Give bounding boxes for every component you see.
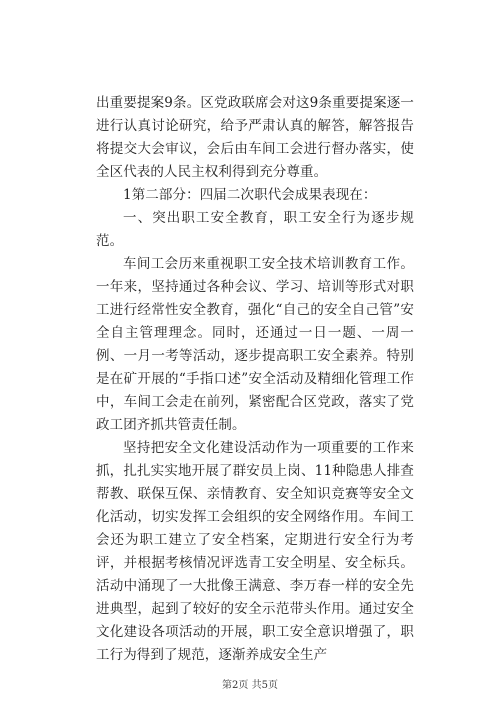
page-number-footer: 第2页 共5页 <box>222 680 278 691</box>
section-heading-part-two: 1第二部分：四届二次职代会成果表现在： <box>123 187 377 203</box>
paragraph-safety-culture: 坚持把安全文化建设活动作为一项重要的工作来抓，扎扎实实地开展了群安员上岗、11种隐患人排查帮教、联保互保、亲情教育、安全知识竞赛等安全文化活动，切实发挥工会组织的安全网络作用。车间工会还为职工建立了安全档案，定期进行安全行为考评，并根据考核情况评选青工安全明星、安全标兵。活动中涌现了一大批像王满意、李万春一样的安全先进典型，起到了较好的安全示范带头作用。通过安全文化建设各项活动的开展，职工安全意识增强了，职工行为得到了规范，逐渐养成安全生产 <box>96 440 414 663</box>
document-body <box>96 92 414 667</box>
paragraph-safety-training: 车间工会历来重视职工安全技术培训教育工作。一年来，坚持通过各种会议、学习、培训等形式对职工进行经常性安全教育，强化“自己的安全自己管”安全自主管理理念。同时，还通过一日一题、一周一例、一月一考等活动，逐步提高职工安全素养。特别是在矿开展的“手指口述”安全活动及精细化管理工作中，车间工会走在前列，紧密配合区党政，落实了党政工团齐抓共管责任制。 <box>96 256 414 433</box>
subheading-safety-education: 一、突出职工安全教育，职工安全行为逐步规范。 <box>96 210 414 249</box>
paragraph-proposal-continuation: 出重要提案9条。区党政联席会对这9条重要提案逐一进行认真讨论研究，给予严肃认真的解答，解答报告将提交大会审议，会后由车间工会进行督办落实，使全区代表的人民主权利得到充分尊重。 <box>96 95 414 180</box>
